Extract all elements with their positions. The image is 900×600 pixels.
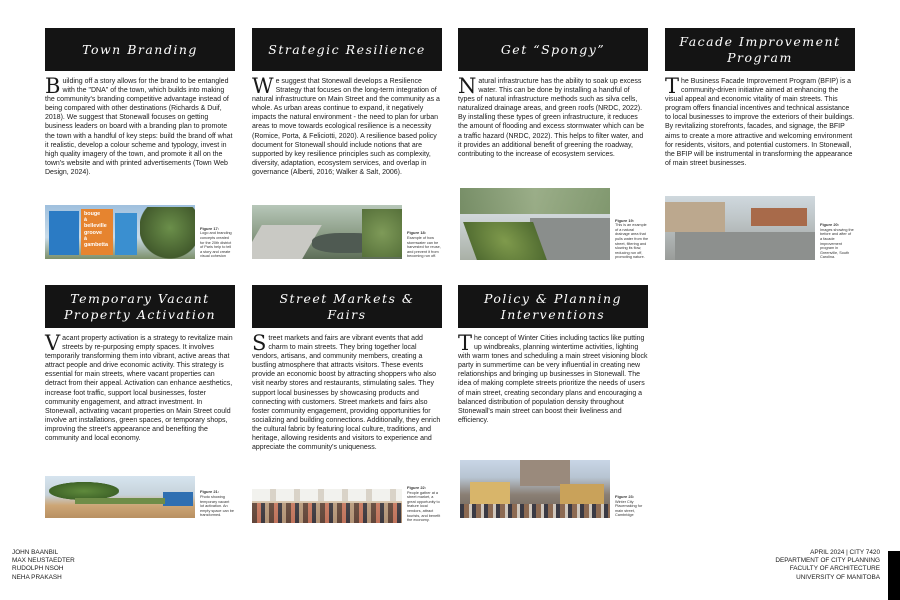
parking-shape [675,232,815,260]
figure-caption [200,227,234,259]
winter-city-photo [460,460,610,518]
figure-policy-planning [460,460,649,518]
roof-shape [751,208,807,226]
panel-vacant-property [45,285,235,443]
course-line: FACULTY OF ARCHITECTURE [789,565,880,573]
planters-shape [75,498,165,504]
panel-policy-planning [458,285,648,425]
drop-cap: W [252,74,274,98]
panel-body [458,74,648,159]
panel-text: he Business Facade Improvement Program (BFIP) is a community-driven initiative aimed at enhancing the visual appeal and economic vitality of main streets. This program offers financial incentives and technical assistance to local businesses to improve the exteriors of their buildings. By revitalizing storefronts, facades, and signage, the BFIP aims to create a more attractive and welcoming environment for residents, visitors, and potential customers. In Stonewall, the BFIP will be instrumental in transforming the appearance of main street businesses. [665,78,855,167]
plants-shape [362,209,402,257]
panel-text: uilding off a story allows for the brand to be entangled with the "DNA" of the town, which builds into making the community's branding competitive advantage instead of being compared with other destinations (Richards & Duif, 2018). We suggest that Stonewall focuses on getting business leaders on board with a branding plan to promote the town with a handful of key steps: build the brand off what it realistic, develop a colour scheme and typology, invest in high quality imagery of the town, and promote it all on the town's website and with printed advertisements (Town Web Design, 2024). [45,78,233,176]
drop-cap: T [458,331,473,355]
market-photo [252,489,402,523]
figure-caption-text: Images showing the before and after of a facade improvement program in Greenville, South Carolina. [820,227,854,260]
course-line: DEPARTMENT OF CITY PLANNING [775,557,880,565]
drop-cap: B [45,74,61,98]
panel-body [665,74,855,168]
panel-town-branding [45,28,235,177]
panel-body [45,331,235,443]
figure-caption-text: People gather at a street market, a great opportunity to feature local vendors, attract tourists, and benefit the economy. [407,490,441,523]
figure-caption [615,495,649,518]
branding-photo [45,205,195,259]
figure-label: Figure 21: [200,489,220,495]
sign-line: bouge [84,211,101,217]
panel-text: e suggest that Stonewall develops a Resilience Strategy that focuses on the long-term integration of natural infrastructure on Main Street and the community as a whole. As urban areas continue to expand, it negatively impacts the natural environment - the need to plan for urban areas to move towards ecological resilience is a necessity (Romice, Porta, & Feliciotti, 2020). A resilience based policy document for Stonewall should include notions that are supported by key resilience principles such as complexity, diversity, adaptation, ecosystem services, and overlap in governance (Alberti, 2016; Walker & Salt, 2006). [252,78,440,176]
people-shape [460,504,610,518]
author-name: NEHA PRAKASH [12,573,62,581]
authors-footer [12,549,75,582]
figure-caption [820,223,854,260]
panel-title: Town Branding [45,28,235,71]
panel-get-spongy [458,28,648,159]
drop-cap: T [665,74,680,98]
panel-facade-improvement [665,28,855,168]
figure-caption [407,231,441,259]
panel-street-markets [252,285,442,452]
page-edge-tab [888,551,900,600]
stormwater-photo [252,205,402,259]
figure-strategic-resilience [252,205,441,259]
tents-shape [252,489,402,501]
panel-body [252,74,442,177]
panel-text: he concept of Winter Cities including tactics like putting up windbreaks, planning wintertime activities, lighting with warm tones and scheduling a main street visioning block party in summertime can be very influential in creating new relationships and bringing up businesses in Stonewall. The idea of making complete streets prioritize the needs of users of main street, creating secondary plans and encouraging a balanced distribution of population density throughout Stonewall's main street can boost their liveliness and efficiency. [458,335,648,424]
drop-cap: V [45,331,61,355]
figure-label: Figure 17: [200,225,220,231]
panel-strategic-resilience [252,28,442,177]
figure-caption-text: Logo and branding concepts created for the 20th district of Paris help to tell a story and create visual cohesion [200,231,232,259]
kiosk-shape-2 [560,484,604,504]
panel-body [252,331,442,452]
panel-title: Facade Improvement Program [665,28,855,71]
trees-shape [460,188,610,214]
panel-text: acant property activation is a strategy to revitalize main streets by re-purposing empty spaces. It involves temporarily transforming them into vibrant, active areas that attract people and drive economic activity. This strategy is essential for main streets, where vacant properties can detract from their appeal. Activation can enhance aesthetics, increase foot traffic, support local businesses, foster community engagement, and attract investment. In Stonewall, activating vacant properties on Main Street could involve art installations, green spaces, or temporary shops, improving the street's appearance and benefiting the community and local economy. [45,335,233,443]
drop-cap: N [458,74,477,98]
blue-sign [49,211,79,255]
crowd-shape [252,503,402,523]
panel-title: Temporary Vacant Property Activation [45,285,235,328]
figure-caption-text: Winter City Placemaking for main street, Cambridge [615,499,643,518]
building-shape [520,460,570,486]
figure-caption [407,486,441,523]
author-name: RUDOLPH NSOH [12,565,64,573]
figure-caption-text: This is an example of a natural drainage area that pulls water from the street, filtering and slowing its flow, reducing run off, promoting nature. [615,223,649,260]
panel-text: treet markets and fairs are vibrant events that add charm to main streets. They bring together local vendors, artisans, and community members, creating a bustling atmosphere that attracts visitors. These events provide an economic boost by attracting shoppers who also visit nearby stores and restaurants, stimulating sales. They support local businesses by showcasing products and connecting with customers. Street markets and fairs also foster community engagement, providing opportunities for socializing and building connections. Additionally, they enrich the cultural fabric by featuring local culture, traditions, and heritage, allowing residents and visitors to experience and appreciate the community's uniqueness. [252,335,441,452]
vacant-lot-photo [45,476,195,518]
drop-cap: S [252,331,267,355]
figure-label: Figure 18: [407,230,427,236]
bioswale-shape [463,222,547,260]
figure-caption [200,490,234,518]
figure-label: Figure 23: [615,494,635,500]
kiosk-shape [470,482,510,504]
panel-body [458,331,648,425]
figure-facade-improvement [665,196,854,260]
sign-line: groove [84,229,102,236]
drainage-photo [460,188,610,260]
course-footer [775,549,880,582]
building-shape [665,202,725,232]
panel-title: Policy & Planning Interventions [458,285,648,328]
panel-text: atural infrastructure has the ability to soak up excess water. This can be done by installing a handful of types of natural infrastructure methods such as silva cells, naturalized drainage areas, and green roofs (NRDC, 2022). By installing these types of green infrastructure, it reduces the amount of flooding and excess stormwater which can be a traffic hazard (NRDC, 2022). This helps to filter water, and it provides an additional benefit of greening the roadway, contributing to the increase of ecosystem services. [458,78,644,158]
panel-title: Strategic Resilience [252,28,442,71]
figure-street-markets [252,486,441,523]
blue-structure [163,492,193,506]
figure-label: Figure 19: [615,217,635,223]
figure-caption-text: Example of how stormwater can be harvested for reuse, and prevent it from becoming run off. [407,236,441,259]
figure-label: Figure 22: [407,485,427,490]
tree-shape [140,207,195,259]
course-line: UNIVERSITY OF MANITOBA [796,573,880,581]
author-name: JOHN BAANBIL [12,549,59,556]
blue-sign-2 [115,213,137,255]
author-name: MAX NEUSTAEDTER [12,557,75,565]
figure-caption-text: Photo showing temporary vacant lot activation. An empty space can be transformed. [200,495,234,518]
figure-town-branding [45,205,234,259]
figure-caption [615,219,649,260]
orange-sign [81,209,113,255]
figure-vacant-property [45,476,234,518]
figure-label: Figure 20: [820,222,840,228]
sign-line: à gambetta [84,235,108,249]
course-line: APRIL 2024 | CITY 7420 [810,549,880,556]
panel-title: Street Markets & Fairs [252,285,442,328]
facade-photo [665,196,815,260]
panel-body [45,74,235,177]
sign-line: à belleville [84,217,107,230]
panel-title: Get “Spongy” [458,28,648,71]
figure-get-spongy [460,188,649,260]
